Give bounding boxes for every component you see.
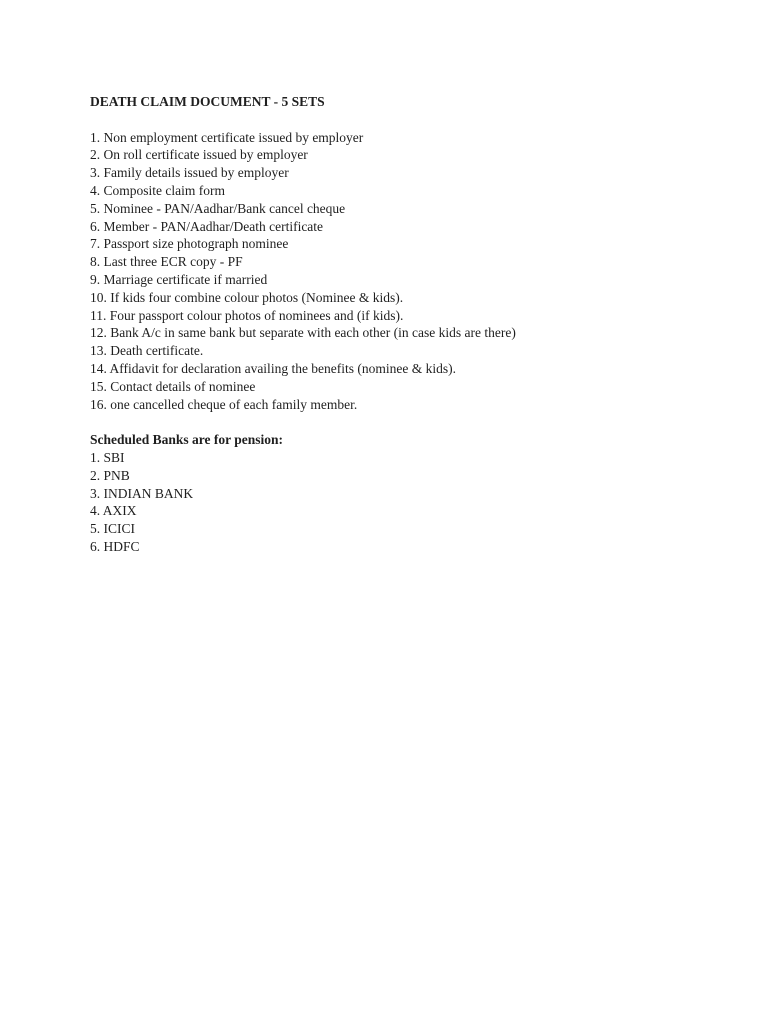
bank-item-2: 2. PNB bbox=[90, 467, 130, 483]
document-item-2: 2. On roll certificate issued by employer bbox=[90, 147, 308, 163]
document-item-13: 13. Death certificate. bbox=[90, 343, 204, 359]
document-item-16: 16. one cancelled cheque of each family member. bbox=[90, 396, 358, 412]
document-item-15: 15. Contact details of nominee bbox=[90, 378, 256, 394]
document-item-4: 4. Composite claim form bbox=[90, 182, 225, 198]
document-item-14: 14. Affidavit for declaration availing the benefits (nominee & kids). bbox=[90, 360, 457, 376]
bank-item-4: 4. AXIX bbox=[90, 503, 137, 519]
document-title: DEATH CLAIM DOCUMENT - 5 SETS bbox=[90, 94, 325, 109]
bank-item-6: 6. HDFC bbox=[90, 538, 140, 554]
document-item-9: 9. Marriage certificate if married bbox=[90, 271, 268, 287]
scheduled-banks-list bbox=[90, 449, 768, 556]
document-item-6: 6. Member - PAN/Aadhar/Death certificate bbox=[90, 218, 324, 234]
document-item-12: 12. Bank A/c in same bank but separate with each other (in case kids are there) bbox=[90, 325, 516, 341]
bank-item-5: 5. ICICI bbox=[90, 521, 135, 537]
banks-heading: Scheduled Banks are for pension: bbox=[90, 432, 284, 448]
document-item-1: 1. Non employment certificate issued by employer bbox=[90, 129, 364, 145]
document-page bbox=[90, 93, 768, 556]
bank-item-3: 3. INDIAN BANK bbox=[90, 485, 194, 501]
document-item-8: 8. Last three ECR copy - PF bbox=[90, 254, 243, 270]
required-documents-list bbox=[90, 129, 768, 414]
bank-item-1: 1. SBI bbox=[90, 449, 125, 465]
document-item-10: 10. If kids four combine colour photos (Nominee & kids). bbox=[90, 289, 404, 305]
document-item-5: 5. Nominee - PAN/Aadhar/Bank cancel cheque bbox=[90, 200, 346, 216]
document-item-11: 11. Four passport colour photos of nominees and (if kids). bbox=[90, 307, 404, 323]
document-item-3: 3. Family details issued by employer bbox=[90, 165, 289, 181]
document-item-7: 7. Passport size photograph nominee bbox=[90, 236, 289, 252]
